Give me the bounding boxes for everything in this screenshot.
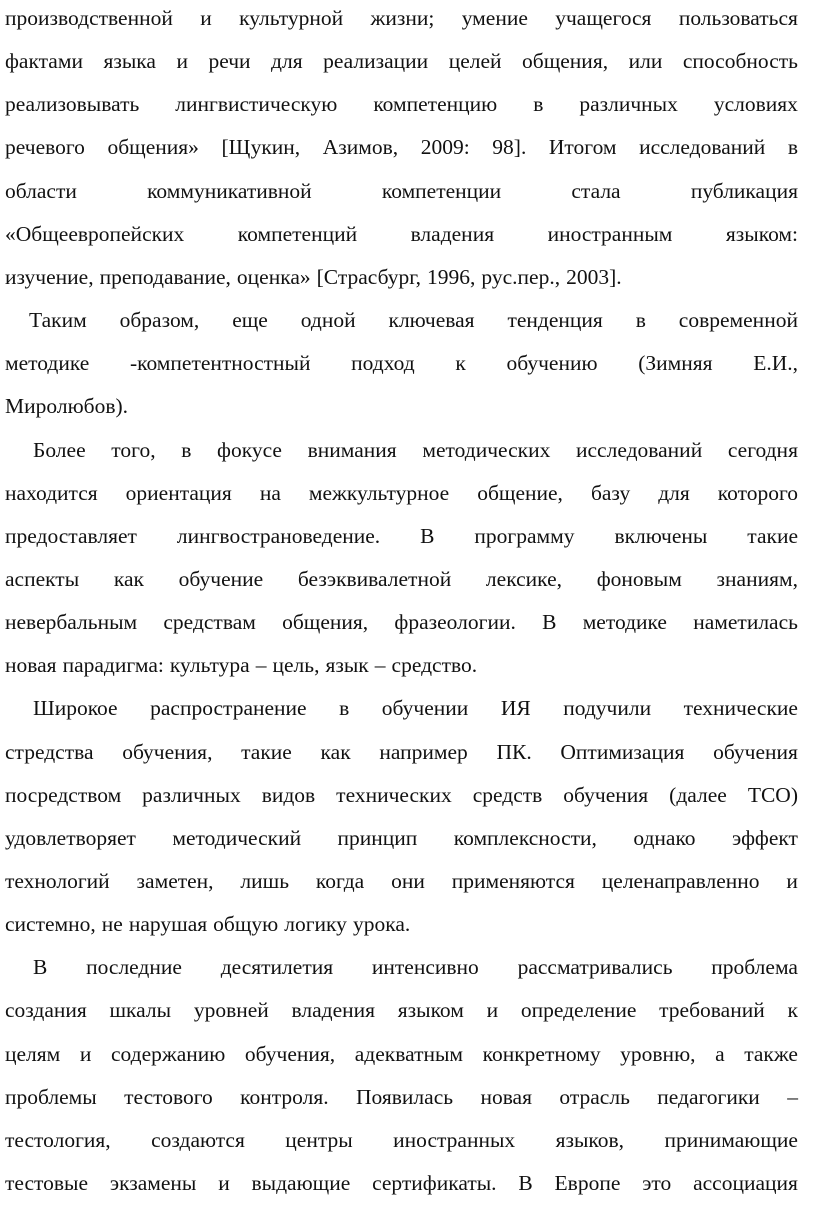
word: это (642, 1171, 672, 1196)
word: реализовывать (5, 92, 140, 117)
word: проблема (711, 955, 798, 980)
word: языка (103, 49, 156, 74)
word: языком: (725, 221, 798, 246)
word: целям (5, 1041, 61, 1066)
word: определение (520, 998, 637, 1023)
word: эффект (731, 825, 798, 850)
word: Европе (554, 1171, 621, 1196)
word: -компетентностный (129, 351, 311, 376)
text-line (5, 3, 798, 33)
word: удовлетворяет (5, 825, 136, 850)
text-line (5, 1039, 798, 1069)
word: принцип (337, 825, 418, 850)
word: однако (633, 825, 696, 850)
word: интенсивно (371, 955, 479, 980)
word: речи (208, 49, 251, 74)
word: контроля. (240, 1084, 329, 1109)
word: цель, (272, 653, 320, 678)
word: рассматривались (517, 955, 673, 980)
word: «Общеевропейских (5, 221, 185, 246)
word: В (33, 955, 48, 980)
text-line (5, 737, 798, 767)
word: методике (582, 610, 667, 635)
word: еще (232, 308, 268, 333)
word: например (379, 739, 468, 764)
word: Е.И., (753, 351, 798, 376)
text-line (5, 1125, 798, 1155)
word: области (5, 178, 77, 203)
word: современной (678, 308, 798, 333)
word: наметилась (693, 610, 798, 635)
word: обучении (381, 696, 469, 721)
word: (Зимняя (638, 351, 713, 376)
word: комплексности, (453, 825, 597, 850)
text-line (5, 391, 798, 421)
word: к (787, 998, 798, 1023)
word: компетенций (237, 221, 358, 246)
word: предоставляет (5, 523, 137, 548)
word: целей (448, 49, 502, 74)
word: пользоваться (678, 6, 798, 30)
word: исследований (576, 437, 703, 462)
word: проблемы (5, 1084, 97, 1109)
word: методический (172, 825, 302, 850)
word: ПК. (496, 739, 532, 764)
word: адекватным (354, 1041, 464, 1066)
word: также (744, 1041, 798, 1066)
word: нарушая (128, 912, 208, 937)
word: применяются (451, 869, 575, 893)
text-line (5, 607, 798, 637)
word: коммуникативной (147, 178, 312, 203)
text-line (5, 132, 798, 162)
word: Появилась (356, 1084, 454, 1109)
word: содержанию (110, 1041, 226, 1066)
word: технические (683, 696, 798, 721)
text-line (5, 46, 798, 76)
word: компетенцию (373, 92, 498, 117)
word: владения (291, 998, 376, 1023)
word: к (455, 351, 466, 376)
word: и (486, 998, 499, 1023)
word: отрасль (559, 1084, 630, 1109)
word: оценка» (236, 264, 311, 289)
word: как (113, 566, 144, 591)
word: Более (33, 437, 86, 462)
word: лингвострановедение. (176, 523, 381, 548)
word: тенденция (507, 308, 603, 333)
text-line (5, 995, 798, 1025)
word: ассоциация (693, 1171, 798, 1196)
word: конкретному (482, 1041, 601, 1066)
word: в (339, 696, 350, 721)
word: и (79, 1041, 92, 1066)
text-line (5, 866, 798, 896)
word: новая (5, 653, 57, 678)
word: владения (410, 221, 495, 246)
word: обучения (713, 739, 798, 764)
word: лингвистическую (175, 92, 338, 117)
text-line (5, 952, 798, 982)
word: ключевая (388, 308, 475, 333)
word: обучению (506, 351, 598, 376)
word: экзамены (109, 1171, 197, 1196)
word: условиях (713, 92, 798, 117)
word: на (259, 480, 281, 505)
text-line (5, 89, 798, 119)
word: Таким (29, 308, 87, 333)
word: преподавание, (99, 264, 231, 289)
word: тестология, (5, 1127, 111, 1152)
word: требований (659, 998, 765, 1023)
word: подучили (563, 696, 652, 721)
word: реализации (323, 49, 429, 74)
word: включены (614, 523, 708, 548)
word: заметен, (136, 869, 214, 893)
word: стала (571, 178, 621, 203)
text-line (5, 780, 798, 810)
text-line (5, 262, 798, 292)
word: методике (5, 351, 90, 376)
word: фактами (5, 49, 83, 74)
word: сертификаты. (372, 1171, 497, 1196)
word: создания (5, 998, 87, 1023)
word: посредством (5, 782, 122, 807)
word: такие (241, 739, 292, 764)
word: общения, (522, 49, 609, 74)
text-line (5, 564, 798, 594)
word: программу (474, 523, 575, 548)
word: находится (5, 480, 98, 505)
word: знаниям, (716, 566, 798, 591)
word: различных (142, 782, 241, 807)
word: фразеологии. (394, 610, 516, 635)
word: как (320, 739, 351, 764)
word: для (271, 49, 303, 74)
word: – (255, 653, 267, 678)
word: общую (213, 912, 279, 937)
word: последние (86, 955, 182, 980)
text-line (5, 650, 798, 680)
word: обучения, (244, 1041, 336, 1066)
word: они (391, 869, 425, 893)
word: речевого (5, 135, 85, 160)
text-line (5, 176, 798, 206)
word: различных (579, 92, 678, 117)
word: не (101, 912, 123, 937)
word: лексике, (485, 566, 562, 591)
word: шкалы (109, 998, 172, 1023)
word: технологий (5, 869, 110, 893)
word: [Страсбург, (316, 264, 421, 289)
word: общения» (107, 135, 199, 160)
word: или (628, 49, 663, 74)
word: уровней (193, 998, 269, 1023)
word: культура (169, 653, 250, 678)
word: когда (315, 869, 365, 893)
word: обучения, (122, 739, 213, 764)
word: и (200, 6, 212, 30)
word: языком (397, 998, 464, 1023)
word: 1996, (427, 264, 476, 289)
word: а (715, 1041, 725, 1066)
word: целенаправленно (601, 869, 760, 893)
word: десятилетия (220, 955, 334, 980)
word: жизни; (370, 6, 435, 30)
word: невербальным (5, 610, 138, 635)
word: изучение, (5, 264, 94, 289)
word: подход (351, 351, 415, 376)
word: исследований (639, 135, 766, 160)
word: в (787, 135, 798, 160)
word: языков, (555, 1127, 625, 1152)
word: новая (480, 1084, 532, 1109)
word: которого (717, 480, 798, 505)
word: уровню, (620, 1041, 696, 1066)
text-line (5, 478, 798, 508)
word: Оптимизация (560, 739, 685, 764)
word: в (635, 308, 646, 333)
word: создаются (151, 1127, 245, 1152)
word: образом, (119, 308, 200, 333)
word: Итогом (548, 135, 617, 160)
word: стредства (5, 739, 94, 764)
word: [Щукин, (221, 135, 301, 160)
word: учащегося (555, 6, 652, 30)
word: логику (284, 912, 347, 937)
word: – (787, 1084, 798, 1109)
word: производственной (5, 6, 173, 30)
word: фокусе (217, 437, 282, 462)
word: иностранным (547, 221, 673, 246)
word: системно, (5, 912, 96, 937)
word: 2003]. (566, 264, 622, 289)
word: средствам (163, 610, 256, 635)
word: В (542, 610, 557, 635)
word: сегодня (727, 437, 798, 462)
word: обучения (563, 782, 649, 807)
word: – (374, 653, 386, 678)
word: и (218, 1171, 230, 1196)
word: педагогики (657, 1084, 760, 1109)
text-line (5, 521, 798, 551)
word: методических (422, 437, 551, 462)
word: и (786, 869, 798, 893)
word: парадигма: (62, 653, 164, 678)
word: безэквивалетной (297, 566, 452, 591)
text-line (5, 219, 798, 249)
word: того, (111, 437, 156, 462)
word: фоновым (596, 566, 682, 591)
word: Азимов, (322, 135, 399, 160)
word: язык (325, 653, 369, 678)
word: такие (747, 523, 798, 548)
word: общения, (282, 610, 369, 635)
word: принимающие (664, 1127, 798, 1152)
word: базу (590, 480, 631, 505)
word: лишь (240, 869, 290, 893)
word: способность (682, 49, 798, 74)
word: средство. (391, 653, 478, 678)
word: рус.пер., (481, 264, 561, 289)
word: межкультурное (308, 480, 450, 505)
word: ИЯ (500, 696, 531, 721)
word: (далее (669, 782, 727, 807)
text-line (5, 823, 798, 853)
word: технических (336, 782, 452, 807)
word: ТСО) (747, 782, 798, 807)
word: 98]. (492, 135, 527, 160)
word: для (658, 480, 690, 505)
word: центры (285, 1127, 353, 1152)
word: выдающие (251, 1171, 351, 1196)
word: внимания (307, 437, 397, 462)
text-line (5, 348, 798, 378)
word: иностранных (393, 1127, 516, 1152)
word: Миролюбов). (5, 394, 129, 419)
word: средств (472, 782, 543, 807)
word: распространение (150, 696, 307, 721)
word: В (518, 1171, 533, 1196)
text-line (5, 909, 798, 939)
word: и (176, 49, 188, 74)
text-line (5, 1168, 798, 1198)
word: компетенции (381, 178, 502, 203)
word: в (181, 437, 192, 462)
text-line (5, 1082, 798, 1112)
word: аспекты (5, 566, 80, 591)
word: ориентация (125, 480, 232, 505)
word: умение (461, 6, 528, 30)
word: видов (261, 782, 316, 807)
word: одной (300, 308, 356, 333)
word: тестовые (5, 1171, 89, 1196)
word: общение, (477, 480, 563, 505)
text-line (5, 305, 798, 335)
word: публикация (690, 178, 798, 203)
word: 2009: (420, 135, 470, 160)
word: урока. (352, 912, 411, 937)
word: культурной (239, 6, 344, 30)
word: в (533, 92, 544, 117)
text-line (5, 693, 798, 723)
word: Широкое (33, 696, 118, 721)
word: обучение (178, 566, 264, 591)
word: тестового (124, 1084, 213, 1109)
text-line (5, 435, 798, 465)
word: В (420, 523, 435, 548)
